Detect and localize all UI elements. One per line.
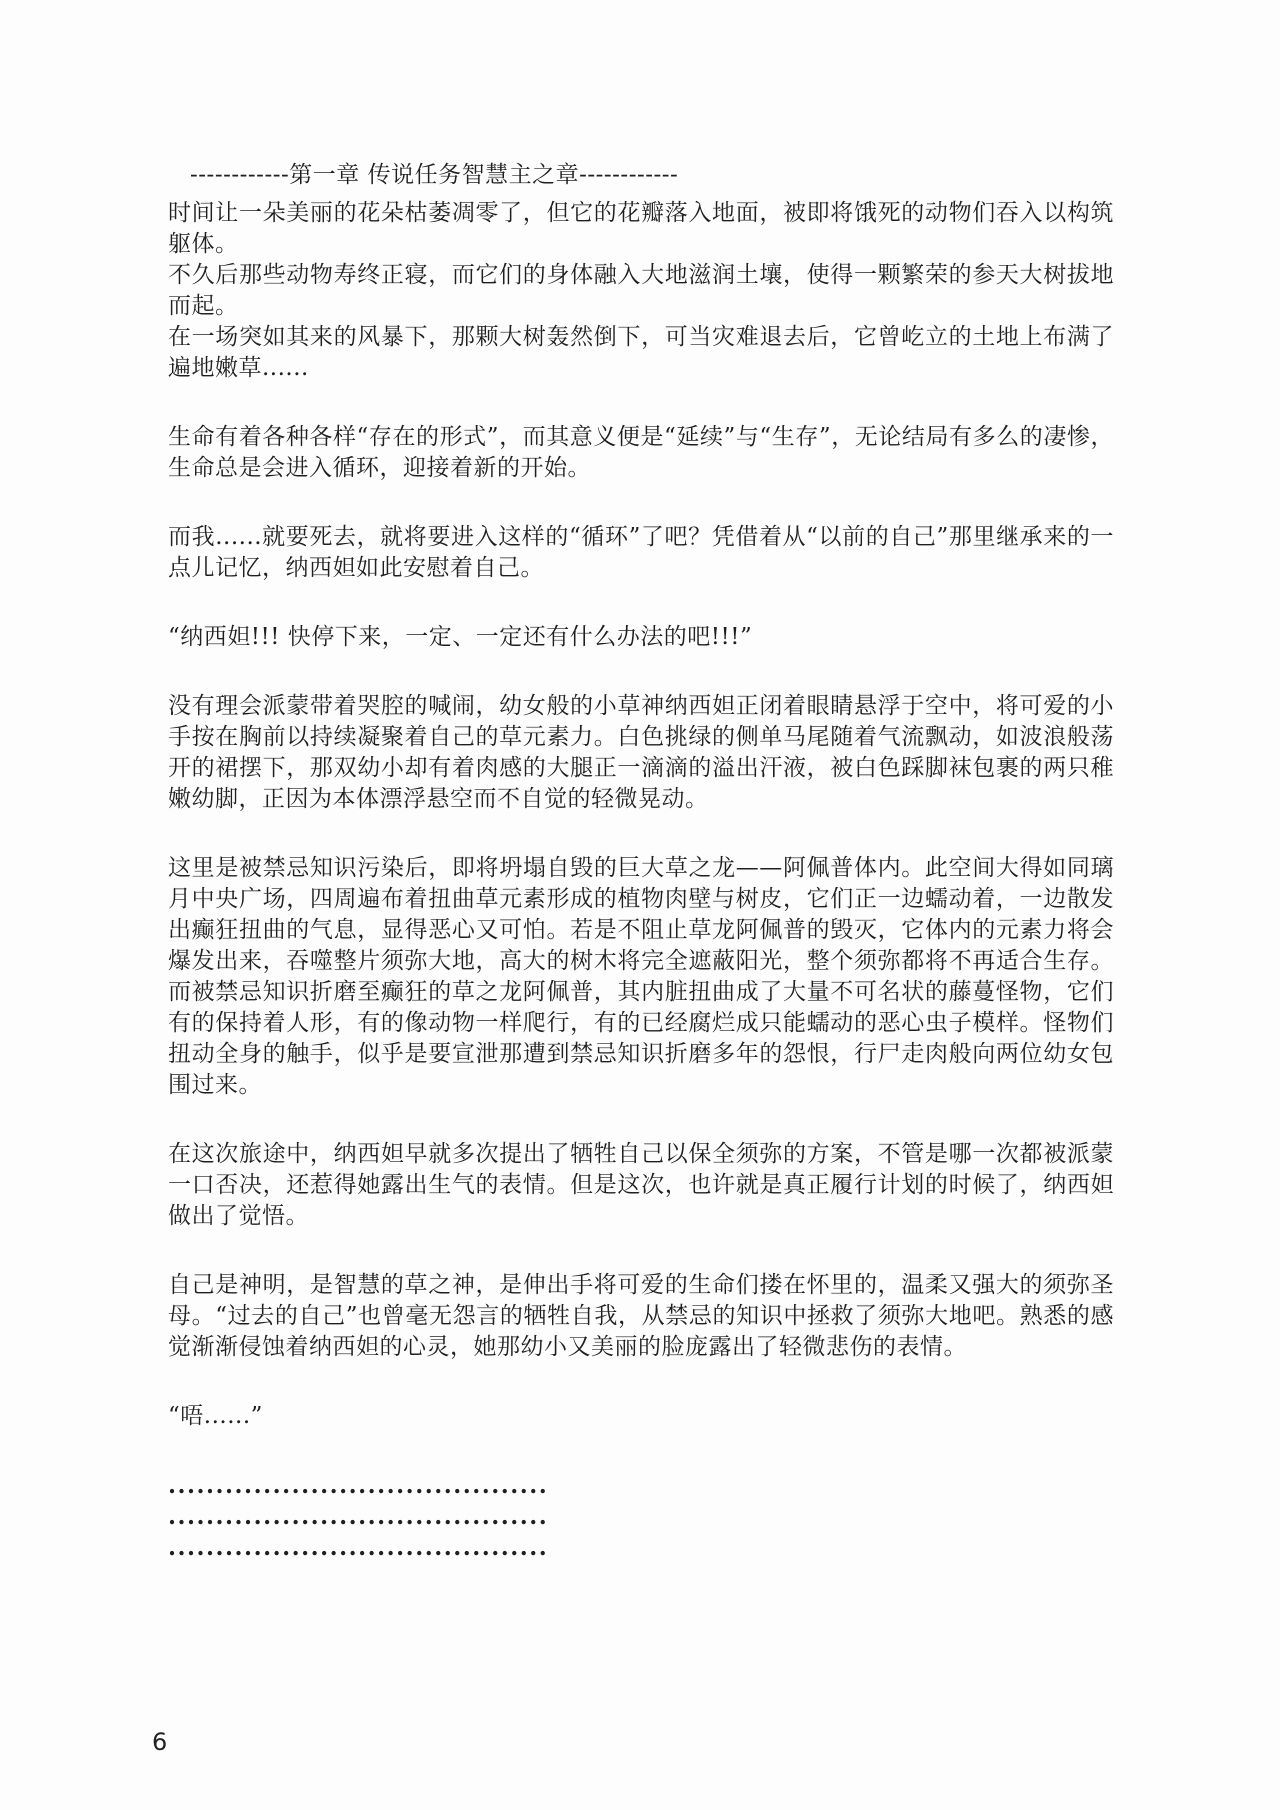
paragraph-line: 这里是被禁忌知识污染后，即将坍塌自毁的巨大草之龙——阿佩普体内。此空间大得如同璃月中央广场，四周遍布着扭曲草元素形成的植物肉壁与树皮，它们正一边蠕动着，一边散发出癫狂扭曲的气息，显得恶心又可怕。若是不阻止草龙阿佩普的毁灭，它体内的元素力将会爆发出来，吞噬整片须弥大地，高大的树木将完全遮蔽阳光，整个须弥都将不再适合生存。而被禁忌知识折磨至癫狂的草之龙阿佩普，其内脏扭曲成了大量不可名状的藤蔓怪物，它们有的保持着人形，有的像动物一样爬行，有的已经腐烂成只能蠕动的恶心虫子模样。怪物们扭动全身的触手，似乎是要宣泄那遭到禁忌知识折磨多年的怨恨，行尸走肉般向两位幼女包围过来。	[168, 855, 1114, 1098]
paragraph-block	[168, 1270, 1114, 1363]
ellipsis-block	[168, 1470, 1114, 1563]
paragraph-line: 生命有着各种各样“存在的形式”，而其意义便是“延续”与“生存”，无论结局有多么的凄惨，生命总是会进入循环，迎接着新的开始。	[168, 424, 1114, 481]
paragraph-line: 在这次旅途中，纳西妲早就多次提出了牺牲自己以保全须弥的方案，不管是哪一次都被派蒙一口否决，还惹得她露出生气的表情。但是这次，也许就是真正履行计划的时候了，纳西妲做出了觉悟。	[168, 1141, 1114, 1229]
paragraph-line: 不久后那些动物寿终正寝，而它们的身体融入大地滋润土壤，使得一颗繁荣的参天大树拔地而起。	[168, 262, 1114, 319]
paragraph-line: 而我......就要死去，就将要进入这样的“循环”了吧？凭借着从“以前的自己”那里继承来的一点儿记忆，纳西妲如此安慰着自己。	[168, 524, 1114, 581]
paragraph-line: 自己是神明，是智慧的草之神，是伸出手将可爱的生命们搂在怀里的，温柔又强大的须弥圣母。“过去的自己”也曾毫无怨言的牺牲自我，从禁忌的知识中拯救了须弥大地吧。熟悉的感觉渐渐侵蚀着纳西妲的心灵，她那幼小又美丽的脸庞露出了轻微悲伤的表情。	[168, 1272, 1114, 1360]
chapter-title: ------------第一章 传说任务智慧主之章------------	[190, 162, 679, 188]
paragraph-block	[168, 1139, 1114, 1232]
paragraph-block	[168, 853, 1114, 1101]
paragraph-block	[168, 422, 1114, 484]
paragraph-line: “唔......”	[168, 1403, 263, 1429]
paragraph-block	[168, 522, 1114, 584]
ellipsis-line: ........................................	[168, 1534, 549, 1561]
ellipsis-line: ........................................	[168, 1503, 549, 1530]
dialogue-paragraph	[168, 1401, 1114, 1432]
page-number: 6	[152, 1728, 168, 1756]
paragraph-line: 在一场突如其来的风暴下，那颗大树轰然倒下，可当灾难退去后，它曾屹立的土地上布满了遍地嫩草......	[168, 324, 1114, 381]
dialogue-paragraph	[168, 622, 1114, 653]
paragraph-line: 时间让一朵美丽的花朵枯萎凋零了，但它的花瓣落入地面，被即将饿死的动物们吞入以构筑躯体。	[168, 200, 1114, 257]
paragraph-block	[168, 691, 1114, 815]
paragraph-line: “纳西妲!!! 快停下来，一定、一定还有什么办法的吧!!!”	[168, 624, 753, 650]
paragraph-line: 没有理会派蒙带着哭腔的喊闹，幼女般的小草神纳西妲正闭着眼睛悬浮于空中，将可爱的小手按在胸前以持续凝聚着自己的草元素力。白色挑绿的侧单马尾随着气流飘动，如波浪般荡开的裙摆下，那双幼小却有着肉感的大腿正一滴滴的溢出汗液，被白色踩脚袜包裹的两只稚嫩幼脚，正因为本体漂浮悬空而不自觉的轻微晃动。	[168, 693, 1114, 812]
paragraph-block	[168, 198, 1114, 384]
ellipsis-line: ........................................	[168, 1472, 549, 1499]
body-text	[168, 198, 1114, 1563]
